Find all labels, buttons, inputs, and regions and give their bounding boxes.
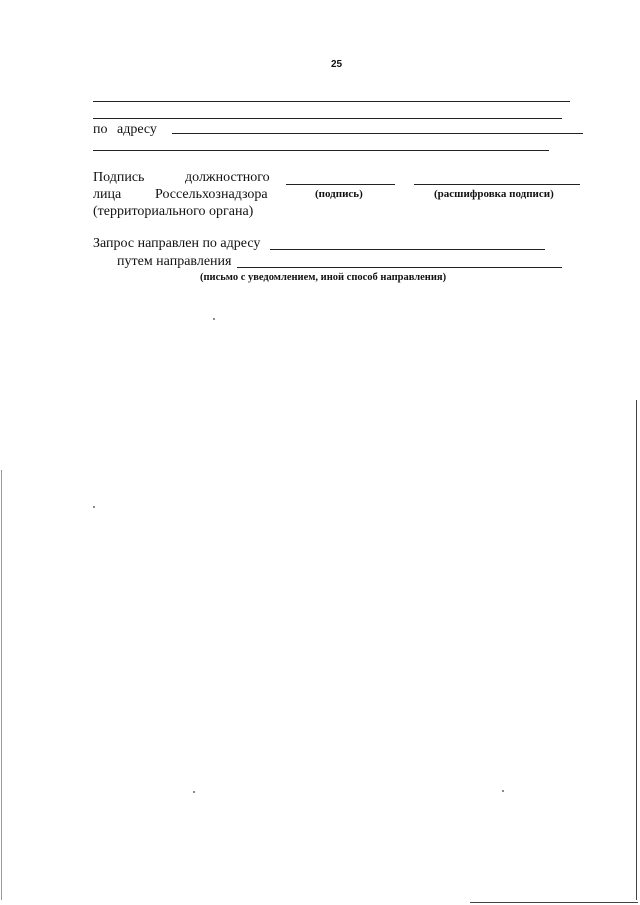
fill-line-2 [93,118,562,119]
decoding-fill-line [414,184,580,185]
scan-edge-right [636,400,637,900]
request-address-fill-line [270,249,545,250]
signature-text-3: (территориального органа) [93,204,254,219]
request-method-fill-line [237,267,562,268]
signature-text-1-left: Подпись [93,170,145,185]
request-method-caption: (письмо с уведомлением, иной способ направления) [200,272,447,283]
scan-speck [502,790,504,792]
signature-text-2-left: лица [93,187,122,202]
scan-edge-bottom [470,902,638,903]
fill-line-1 [93,101,570,102]
address-fill-line [172,133,583,134]
request-sent-label: Запрос направлен по адресу [93,236,261,251]
fill-line-3 [93,150,549,151]
scan-speck [213,318,215,320]
scan-edge-left [1,470,2,900]
scan-speck [193,791,195,793]
scan-speck [93,506,95,508]
request-method-label: путем направления [117,254,232,269]
signature-text-1-right: должностного [185,170,270,185]
address-label: по адресу [93,122,157,137]
page-number: 25 [331,59,343,70]
signature-text-2-right: Россельхознадзора [155,187,268,202]
signature-fill-line [286,184,395,185]
signature-caption: (подпись) [315,188,363,200]
decoding-caption: (расшифровка подписи) [434,188,554,200]
